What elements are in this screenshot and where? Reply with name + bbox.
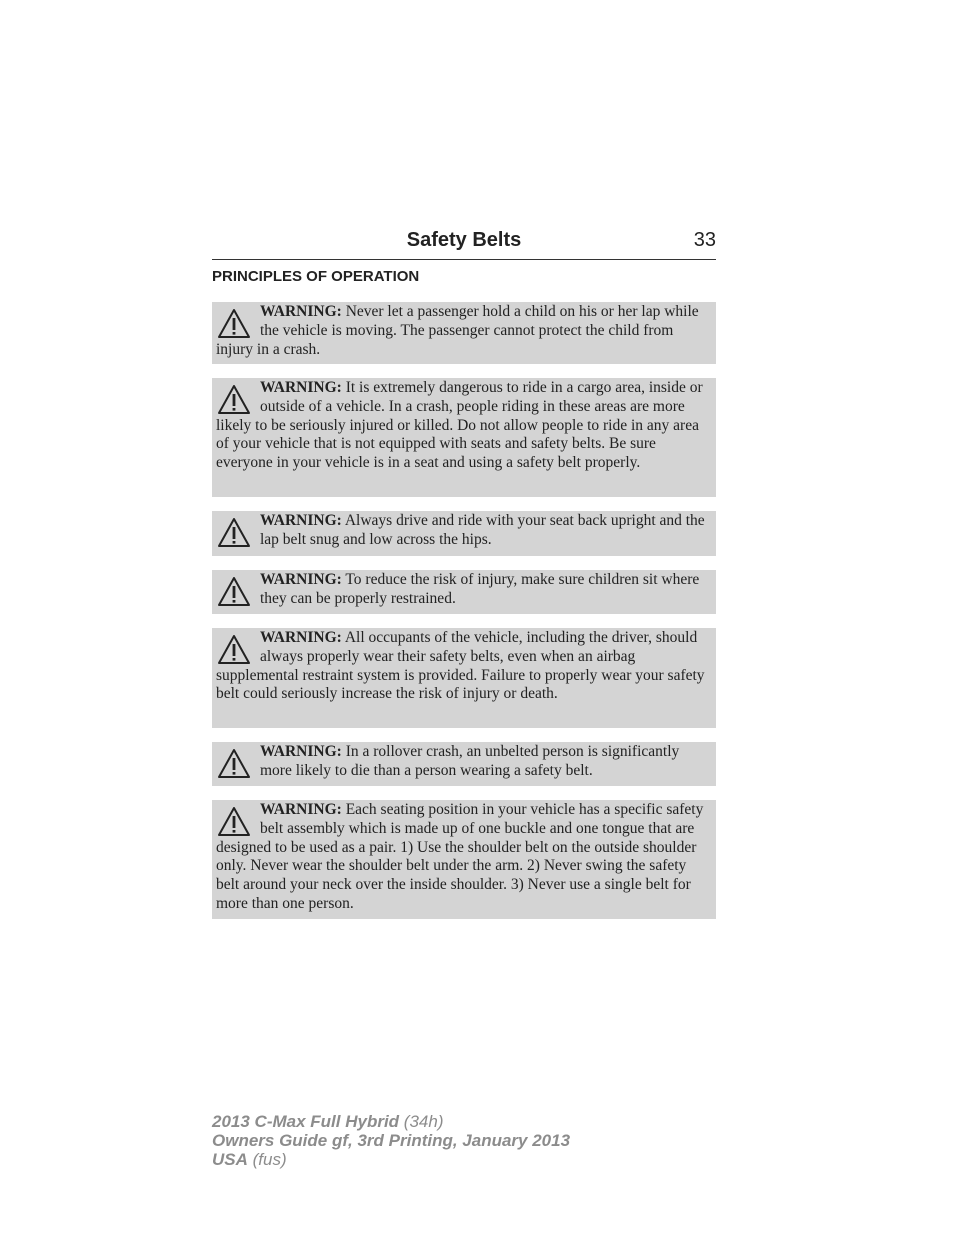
warning-text: All occupants of the vehicle, including the driver, should always properly wear their safety belts, even when an airbag supplemental restraint system is provided. Failure to properly wear your safety belt could seriously increase the risk of injury or death. — [216, 629, 705, 703]
warning-box — [212, 511, 716, 556]
warning-box — [212, 742, 716, 786]
warning-box — [212, 628, 716, 728]
footer-model-code: (34h) — [403, 1112, 444, 1131]
page-title: Safety Belts — [406, 229, 522, 251]
page-header — [212, 229, 716, 260]
warning-box — [212, 378, 716, 497]
warning-triangle-icon — [217, 384, 251, 416]
warning-box — [212, 302, 716, 364]
warning-text: It is extremely dangerous to ride in a cargo area, inside or outside of a vehicle. In a crash, people riding in these areas are more likely to be seriously injured or killed. Do not allow people to ride in any area of your vehicle that is not equipped with seats and safety belts. Be sure everyone in your vehicle is in a seat and using a safety belt properly. — [216, 379, 703, 472]
warning-triangle-icon — [217, 806, 251, 838]
warning-triangle-icon — [217, 517, 251, 549]
footer-market: USA — [212, 1150, 248, 1169]
warning-triangle-icon — [217, 748, 251, 780]
warning-label: WARNING: — [260, 629, 342, 646]
warning-label: WARNING: — [260, 512, 342, 529]
warning-label: WARNING: — [260, 801, 342, 818]
warning-label: WARNING: — [260, 379, 342, 396]
warning-triangle-icon — [217, 308, 251, 340]
footer-model: 2013 C-Max Full Hybrid — [212, 1112, 400, 1131]
footer-line-1 — [212, 1112, 570, 1131]
warning-triangle-icon — [217, 634, 251, 666]
warning-text: Each seating position in your vehicle has a specific safety belt assembly which is made up of one buckle and one tongue that are designed to be used as a pair. 1) Use the shoulder belt on the outside shoulder only. Never wear the shoulder belt under the arm. 2) Never swing the safety belt around your neck over the inside shoulder. 3) Never use a single belt for more than one person. — [216, 801, 704, 912]
footer-line-2: Owners Guide gf, 3rd Printing, January 2013 — [212, 1131, 571, 1150]
page-number: 33 — [693, 229, 716, 251]
warning-box — [212, 800, 716, 919]
warning-triangle-icon — [217, 576, 251, 608]
page-footer — [212, 1112, 570, 1169]
warning-label: WARNING: — [260, 571, 342, 588]
warning-text: Never let a passenger hold a child on his or her lap while the vehicle is moving. The passenger cannot protect the child from injury in a crash. — [216, 303, 699, 358]
warning-box — [212, 570, 716, 614]
warning-text: Always drive and ride with your seat back upright and the lap belt snug and low across the hips. — [260, 512, 705, 548]
section-heading: PRINCIPLES OF OPERATION — [212, 268, 420, 285]
warning-label: WARNING: — [260, 743, 342, 760]
footer-market-code: (fus) — [252, 1150, 287, 1169]
warning-text: To reduce the risk of injury, make sure children sit where they can be properly restrained. — [260, 571, 700, 607]
warning-label: WARNING: — [260, 303, 342, 320]
warning-text: In a rollover crash, an unbelted person is significantly more likely to die than a person wearing a safety belt. — [260, 743, 680, 779]
footer-line-3 — [212, 1150, 570, 1169]
